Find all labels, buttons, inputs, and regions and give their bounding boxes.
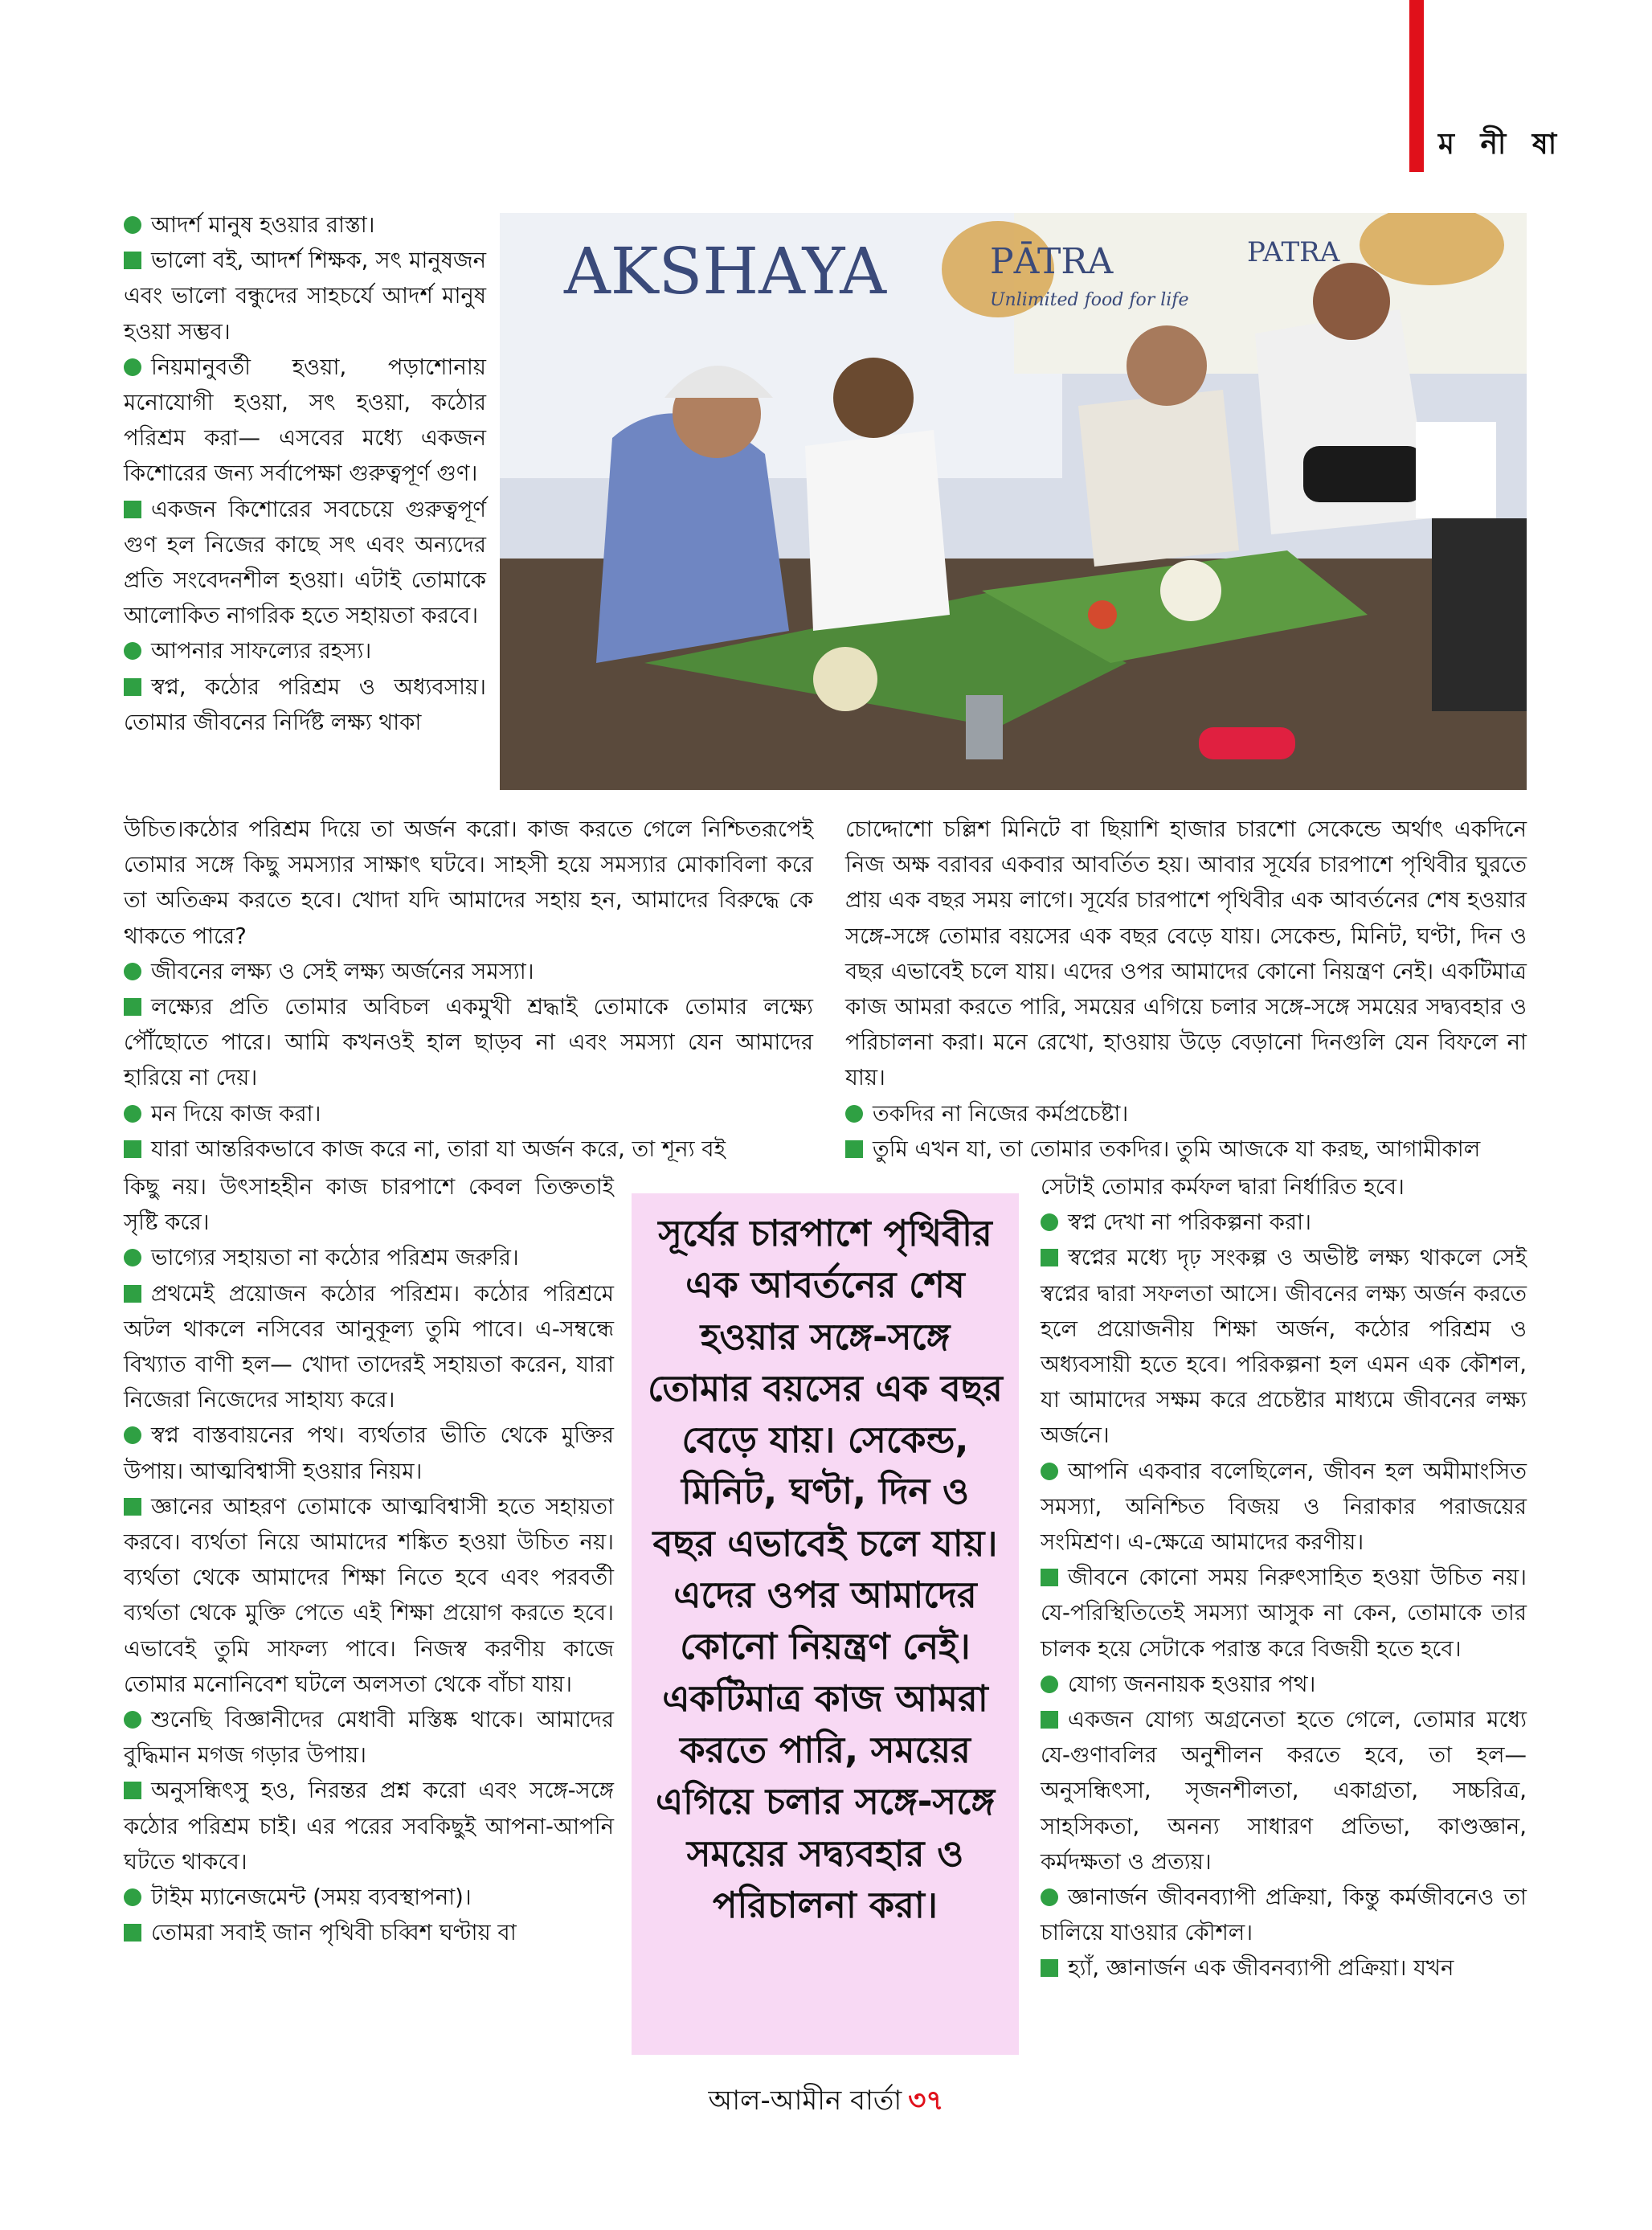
question-item <box>124 1418 614 1488</box>
page-number: ৩৭ <box>908 2085 944 2117</box>
paragraph-text: তোমরা সবাই জান পৃথিবী চব্বিশ ঘণ্টায় বা <box>151 1920 517 1946</box>
green-square-bullet-icon <box>1041 1959 1058 1977</box>
question-item <box>124 633 486 669</box>
paragraph-continuation <box>1041 1169 1527 1205</box>
paragraph-text: ভালো বই, আদর্শ শিক্ষক, সৎ মানুষজন এবং ভালো বন্ধুদের সাহচর্যে আদর্শ মানুষ হওয়া সম্ভব। <box>124 248 486 345</box>
paragraph-text: উচিত।কঠোর পরিশ্রম দিয়ে তা অর্জন করো। কাজ করতে গেলে নিশ্চিতরূপেই তোমার সঙ্গে কিছু সমস্যার সাক্ষাৎ ঘটবে। সাহসী হয়ে সমস্যার মোকাবিলা করে তা অতিক্রম করতে হবে। খোদা যদি আমাদের সহায় হন, আমাদের বিরুদ্ধে কে থাকতে পারে? <box>124 816 813 949</box>
green-square-bullet-icon <box>124 1140 141 1158</box>
green-square-bullet-icon <box>124 1285 141 1303</box>
green-square-bullet-icon <box>124 1498 141 1516</box>
question-item <box>845 1096 1527 1131</box>
left-column-wide <box>124 812 813 1167</box>
green-dot-bullet-icon <box>1041 1213 1058 1231</box>
green-dot-bullet-icon <box>124 642 141 660</box>
answer-item <box>124 1489 614 1702</box>
question-item <box>1041 1880 1527 1950</box>
green-dot-bullet-icon <box>124 1249 141 1266</box>
green-dot-bullet-icon <box>124 216 141 234</box>
paragraph-text: আপনার সাফল্যের রহস্য। <box>151 638 372 665</box>
paragraph-text: মন দিয়ে কাজ করা। <box>151 1100 321 1127</box>
paragraph-text: শুনেছি বিজ্ঞানীদের মেধাবী মস্তিষ্ক থাকে। আমাদের বুদ্ধিমান মগজ গড়ার উপায়। <box>124 1707 614 1769</box>
green-square-bullet-icon <box>124 998 141 1016</box>
paragraph-text: আদর্শ মানুষ হওয়ার রাস্তা। <box>151 212 375 238</box>
green-dot-bullet-icon <box>1041 1463 1058 1480</box>
green-dot-bullet-icon <box>124 358 141 376</box>
paragraph-continuation <box>845 812 1527 1096</box>
header-red-bar <box>1409 0 1424 172</box>
paragraph-text: জীবনের লক্ষ্য ও সেই লক্ষ্য অর্জনের সমস্যা। <box>151 958 534 984</box>
question-item <box>124 1880 614 1915</box>
paragraph-text: স্বপ্ন দেখা না পরিকল্পনা করা। <box>1068 1209 1311 1236</box>
question-item <box>124 350 486 492</box>
banner-text-1: AKSHAYA <box>564 234 887 309</box>
green-dot-bullet-icon <box>124 1105 141 1123</box>
paragraph-text: জ্ঞানের আহরণ তোমাকে আত্মবিশ্বাসী হতে সহায়তা করবে। ব্যর্থতা নিয়ে আমাদের শঙ্কিত হওয়া উচিত নয়। ব্যর্থতা থেকে আমাদের শিক্ষা নিতে হবে এবং পরবর্তী ব্যর্থতা থেকে মুক্তি পেতে এই শিক্ষা প্রয়োগ করতে হবে। এভাবেই তুমি সাফল্য পাবে। নিজস্ব করণীয় কাজে তোমার মনোনিবেশ ঘটলে অলসতা থেকে বাঁচা যায়। <box>124 1493 614 1697</box>
green-dot-bullet-icon <box>1041 1676 1058 1693</box>
article-photo <box>500 213 1527 790</box>
green-dot-bullet-icon <box>124 1711 141 1729</box>
paragraph-text: সেটাই তোমার কর্মফল দ্বারা নির্ধারিত হবে। <box>1041 1174 1405 1200</box>
answer-item <box>124 243 486 350</box>
green-dot-bullet-icon <box>845 1105 863 1123</box>
banner-text-3: Unlimited food for life <box>990 290 1189 310</box>
question-item <box>124 954 813 989</box>
green-square-bullet-icon <box>124 1924 141 1942</box>
left-column-top <box>124 207 486 740</box>
answer-item <box>124 669 486 740</box>
answer-item <box>1041 1950 1527 1986</box>
paragraph-text: তুমি এখন যা, তা তোমার তকদির। তুমি আজকে যা করছ, আগামীকাল <box>873 1135 1481 1162</box>
answer-item <box>845 1131 1527 1167</box>
paragraph-text: ভাগ্যের সহায়তা না কঠোর পরিশ্রম জরুরি। <box>151 1245 519 1271</box>
right-column-wide <box>845 812 1527 1167</box>
answer-item <box>124 1915 614 1950</box>
question-item <box>124 207 486 243</box>
paragraph-text: প্রথমেই প্রয়োজন কঠোর পরিশ্রম। কঠোর পরিশ্রমে অটল থাকলে নসিবের আনুকূল্য তুমি পাবে। এ-সম্বন্ধে বিখ্যাত বাণী হল— খোদা তাদেরই সহায়তা করেন, যারা নিজেরা নিজেদের সাহায্য করে। <box>124 1280 614 1414</box>
green-dot-bullet-icon <box>1041 1888 1058 1906</box>
question-item <box>1041 1205 1527 1240</box>
green-square-bullet-icon <box>124 501 141 518</box>
answer-item <box>124 1773 614 1880</box>
green-square-bullet-icon <box>1041 1249 1058 1266</box>
paragraph-text: টাইম ম্যানেজমেন্ট (সময় ব্যবস্থাপনা)। <box>151 1884 472 1911</box>
section-label: ম নী ষা <box>1438 128 1565 161</box>
answer-item <box>1041 1702 1527 1880</box>
green-dot-bullet-icon <box>124 963 141 980</box>
answer-item <box>124 1131 813 1167</box>
banner-text-4: PATRA <box>1247 236 1340 268</box>
banner-text-2: PĀTRA <box>990 241 1114 282</box>
left-column-bottom <box>124 1169 614 1950</box>
paragraph-text: স্বপ্নের মধ্যে দৃঢ় সংকল্প ও অভীষ্ট লক্ষ্য থাকলে সেই স্বপ্নের দ্বারা সফলতা আসে। জীবনের লক্ষ্য অর্জন করতে হলে প্রয়োজনীয় শিক্ষা অর্জন, কঠোর পরিশ্রম ও অধ্যবসায়ী হতে হবে। পরিকল্পনা হল এমন এক কৌশল, যা আমাদের সক্ষম করে প্রচেষ্টার মাধ্যমে জীবনের লক্ষ্য অর্জনে। <box>1041 1245 1527 1449</box>
paragraph-text: কিছু নয়। উৎসাহহীন কাজ চারপাশে কেবল তিক্ততাই সৃষ্টি করে। <box>124 1174 614 1236</box>
paragraph-text: একজন কিশোরের সবচেয়ে গুরুত্বপূর্ণ গুণ হল নিজের কাছে সৎ এবং অন্যদের প্রতি সংবেদনশীল হওয়া। এটাই তোমাকে আলোকিত নাগরিক হতে সহায়তা করবে। <box>124 496 486 629</box>
paragraph-text: অনুসন্ধিৎসু হও, নিরন্তর প্রশ্ন করো এবং সঙ্গে-সঙ্গে কঠোর পরিশ্রম চাই। এর পরের সবকিছুই আপনা-আপনি ঘটতে থাকবে। <box>124 1778 614 1875</box>
paragraph-text: লক্ষ্যের প্রতি তোমার অবিচল একমুখী শ্রদ্ধাই তোমাকে তোমার লক্ষ্যে পৌঁছোতে পারে। আমি কখনওই হাল ছাড়ব না এবং সমস্যা যেন আমাদের হারিয়ে না দেয়। <box>124 994 813 1091</box>
green-dot-bullet-icon <box>124 1426 141 1444</box>
green-square-bullet-icon <box>124 252 141 269</box>
paragraph-continuation <box>124 812 813 954</box>
pull-quote: সূর্যের চারপাশে পৃথিবীর এক আবর্তনের শেষ হওয়ার সঙ্গে-সঙ্গে তোমার বয়সের এক বছর বেড়ে যায়। সেকেন্ড, মিনিট, ঘণ্টা, দিন ও বছর এভাবেই চলে যায়। এদের ওপর আমাদের কোনো নিয়ন্ত্রণ নেই। একটিমাত্র কাজ আমরা করতে পারি, সময়ের এগিয়ে চলার সঙ্গে-সঙ্গে সময়ের সদ্ব্যবহার ও পরিচালনা করা। <box>632 1193 1019 2055</box>
paragraph-text: স্বপ্ন বাস্তবায়নের পথ। ব্যর্থতার ভীতি থেকে মুক্তির উপায়। আত্মবিশ্বাসী হওয়ার নিয়ম। <box>124 1422 614 1484</box>
paragraph-text: চোদ্দোশো চল্লিশ মিনিটে বা ছিয়াশি হাজার চারশো সেকেন্ডে অর্থাৎ একদিনে নিজ অক্ষ বরাবর একবার আবর্তিত হয়। আবার সূর্যের চারপাশে পৃথিবীর ঘুরতে প্রায় এক বছর সময় লাগে। সূর্যের চারপাশে পৃথিবীর এক আবর্তনের শেষ হওয়ার সঙ্গে-সঙ্গে তোমার বয়সের এক বছর বেড়ে যায়। সেকেন্ড, মিনিট, ঘণ্টা, দিন ও বছর এভাবেই চলে যায়। এদের ওপর আমাদের কোনো নিয়ন্ত্রণ নেই। একটিমাত্র কাজ আমরা করতে পারি, সময়ের এগিয়ে চলার সঙ্গে-সঙ্গে সময়ের সদ্ব্যবহার ও পরিচালনা করা। মনে রেখো, হাওয়ায় উড়ে বেড়ানো দিনগুলি যেন বিফলে না যায়। <box>845 816 1527 1091</box>
question-item <box>1041 1454 1527 1561</box>
question-item <box>124 1702 614 1773</box>
paragraph-text: স্বপ্ন, কঠোর পরিশ্রম ও অধ্যবসায়। তোমার জীবনের নির্দিষ্ট লক্ষ্য থাকা <box>124 673 486 735</box>
photo-illustration <box>500 213 1527 790</box>
question-item <box>1041 1667 1527 1702</box>
right-column-narrow <box>1041 1169 1527 1987</box>
green-square-bullet-icon <box>124 1782 141 1799</box>
paragraph-text: জীবনে কোনো সময় নিরুৎসাহিত হওয়া উচিত নয়। যে-পরিস্থিতিতেই সমস্যা আসুক না কেন, তোমাকে তার চালক হয়ে সেটাকে পরাস্ত করে বিজয়ী হতে হবে। <box>1041 1565 1527 1662</box>
green-square-bullet-icon <box>124 678 141 696</box>
paragraph-text: তকদির না নিজের কর্মপ্রচেষ্টা। <box>873 1100 1129 1127</box>
paragraph-text: যোগ্য জননায়ক হওয়ার পথ। <box>1068 1671 1316 1697</box>
green-square-bullet-icon <box>1041 1711 1058 1729</box>
paragraph-text: একজন যোগ্য অগ্রনেতা হতে গেলে, তোমার মধ্যে যে-গুণাবলির অনুশীলন করতে হবে, তা হল— অনুসন্ধিৎসা, সৃজনশীলতা, একাগ্রতা, সচ্চরিত্র, সাহসিকতা, অনন্য সাধারণ প্রতিভা, কাণ্ডজ্ঞান, কর্মদক্ষতা ও প্রত্যয়। <box>1041 1707 1527 1875</box>
answer-item <box>124 989 813 1096</box>
paragraph-text: যারা আন্তরিকভাবে কাজ করে না, তারা যা অর্জন করে, তা শূন্য বই <box>151 1135 726 1162</box>
answer-item <box>1041 1240 1527 1453</box>
question-item <box>124 1240 614 1275</box>
answer-item <box>1041 1560 1527 1667</box>
green-square-bullet-icon <box>1041 1569 1058 1586</box>
question-item <box>124 1096 813 1131</box>
green-dot-bullet-icon <box>124 1888 141 1906</box>
page-footer <box>0 2080 1652 2126</box>
paragraph-text: আপনি একবার বলেছিলেন, জীবন হল অমীমাংসিত সমস্যা, অনিশ্চিত বিজয় ও নিরাকার পরাজয়ের সংমিশ্রণ। এ-ক্ষেত্রে আমাদের করণীয়। <box>1041 1458 1527 1556</box>
paragraph-text: নিয়মানুবর্তী হওয়া, পড়াশোনায় মনোযোগী হওয়া, সৎ হওয়া, কঠোর পরিশ্রম করা— এসবের মধ্যে একজন কিশোরের জন্য সর্বাপেক্ষা গুরুত্বপূর্ণ গুণ। <box>124 354 486 487</box>
paragraph-text: জ্ঞানার্জন জীবনব্যাপী প্রক্রিয়া, কিন্তু কর্মজীবনেও তা চালিয়ে যাওয়ার কৌশল। <box>1041 1884 1527 1946</box>
answer-item <box>124 492 486 634</box>
paragraph-text: হ্যাঁ, জ্ঞানার্জন এক জীবনব্যাপী প্রক্রিয়া। যখন <box>1068 1955 1454 1982</box>
answer-item <box>124 1276 614 1418</box>
paragraph-continuation <box>124 1169 614 1240</box>
green-square-bullet-icon <box>845 1140 863 1158</box>
magazine-title: আল-আমীন বার্তা <box>708 2085 902 2117</box>
